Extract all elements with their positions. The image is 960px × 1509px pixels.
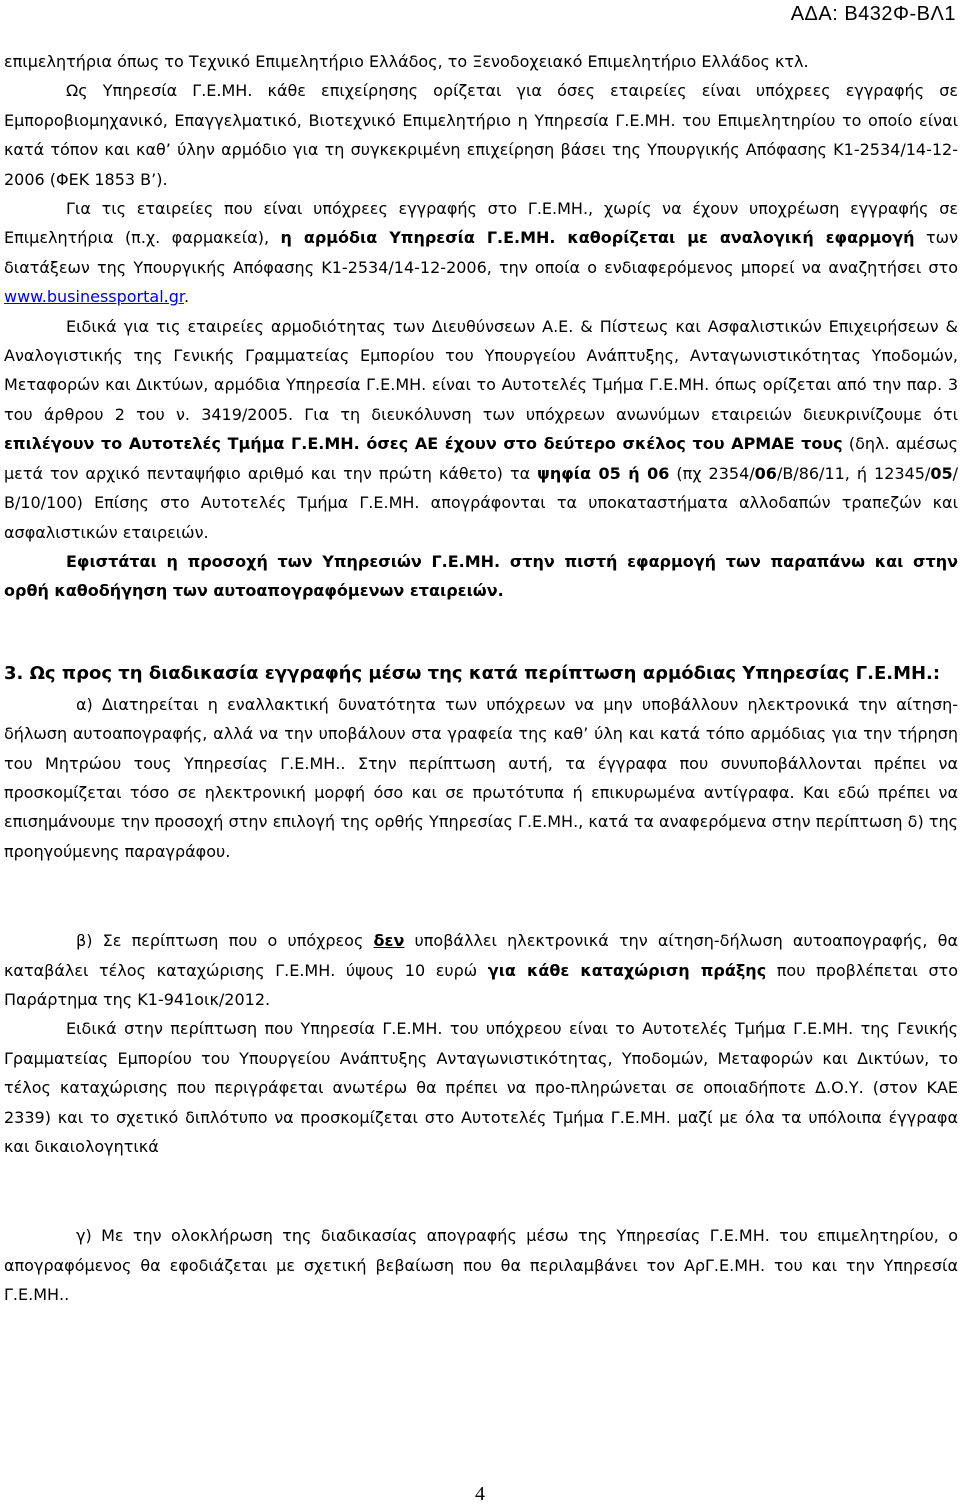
text-span: (πχ 2354/ xyxy=(669,463,755,483)
paragraph-b-fee xyxy=(4,926,958,1014)
spacer xyxy=(4,606,958,658)
page-number: 4 xyxy=(475,1483,485,1505)
paragraph-attention-notice xyxy=(4,547,958,606)
section-3-heading: 3. Ως προς τη διαδικασία εγγραφής μέσω της κατά περίπτωση αρμόδιας Υπηρεσίας Γ.Ε.ΜΗ.: xyxy=(4,662,941,684)
text-span: /Β/10/100) Επίσης στο Αυτοτελές Τμήμα Γ.Ε.ΜΗ. απογράφονται τα υποκαταστήματα αλλοδαπών τραπεζών και ασφαλιστικών εταιρειών. xyxy=(4,463,959,542)
paragraph-no-chamber-companies xyxy=(4,194,958,312)
underlined-bold-span: δεν xyxy=(373,931,405,951)
spacer xyxy=(4,866,958,926)
businessportal-link[interactable]: www.businessportal.gr xyxy=(4,287,185,307)
bold-span: ψηφία 05 ή 06 xyxy=(537,463,670,483)
bold-span: 05 xyxy=(930,463,953,483)
bold-span: επιλέγουν το Αυτοτελές Τμήμα Γ.Ε.ΜΗ. όσες ΑΕ έχουν στο δεύτερο σκέλος του ΑΡΜΑΕ τους xyxy=(4,434,843,454)
paragraph-c-certificate: γ) Με την ολοκλήρωση της διαδικασίας απογραφής μέσω της Υπηρεσίας Γ.Ε.ΜΗ. του επιμελητηρίου, ο απογραφόμενος θα εφοδιάζεται με σχετική βεβαίωση που θα περιλαμβάνει τον ΑρΓ.Ε.ΜΗ. του και την Υπηρεσία Γ.Ε.ΜΗ.. xyxy=(4,1226,958,1305)
paragraph-gemh-service: Ως Υπηρεσία Γ.Ε.ΜΗ. κάθε επιχείρησης ορίζεται για όσες εταιρείες είναι υπόχρεες εγγραφής σε Εμποροβιομηχανικό, Επαγγελματικό, Βιοτεχνικό Επιμελητήριο η Υπηρεσία Γ.Ε.ΜΗ. του Επιμελητηρίου το οποίο είναι κατά τόπον και καθ’ ύλην αρμόδιο για τη συγκεκριμένη επιχείρηση βάσει της Υπουργικής Απόφασης Κ1-2534/14-12-2006 (ΦΕΚ 1853 Β’). xyxy=(4,81,958,189)
text-span: των διατάξεων της Υπουργικής Απόφασης Κ1-2534/14-12-2006, την οποία ο ενδιαφερόμενος μπορεί να αναζητήσει στο xyxy=(4,228,959,277)
text-span: . xyxy=(184,287,190,307)
document-body xyxy=(4,47,958,1310)
bold-span: η αρμόδια Υπηρεσία Γ.Ε.ΜΗ. καθορίζεται με αναλογική εφαρμογή xyxy=(280,228,915,248)
text-span: Για τις εταιρείες που είναι υπόχρεες εγγραφής στο Γ.Ε.ΜΗ., χωρίς να έχουν υποχρέωση εγγραφής σε Επιμελητήρια (π.χ. φαρμακεία), xyxy=(4,199,958,248)
bold-span: 06 xyxy=(754,463,777,483)
spacer xyxy=(4,1161,958,1221)
paragraph-b-special-case: Ειδικά στην περίπτωση που Υπηρεσία Γ.Ε.ΜΗ. του υπόχρεου είναι το Αυτοτελές Τμήμα Γ.Ε.ΜΗ. της Γενικής Γραμματείας Εμπορίου του Υπουργείου Ανάπτυξης Ανταγωνιστικότητας, Υποδομών, Μεταφορών και Δικτύων, το τέλος καταχώρισης που περιγράφεται ανωτέρω θα πρέπει να προ-πληρώνεται σε οποιαδήποτε Δ.Ο.Υ. (στον ΚΑΕ 2339) και το σχετικό διπλότυπο να προσκομίζεται στο Αυτοτελές Τμήμα Γ.Ε.ΜΗ. μαζί με όλα τα υπόλοιπα έγγραφα και δικαιολογητικά xyxy=(4,1019,958,1156)
paragraph-chambers: επιμελητήρια όπως το Τεχνικό Επιμελητήριο Ελλάδος, το Ξενοδοχειακό Επιμελητήριο Ελλάδος κτλ. xyxy=(4,52,809,71)
text-span: υποβάλλει ηλεκτρονικά την αίτηση-δήλωση αυτοαπογραφής, θα καταβάλει τέλος καταχώρισης Γ.Ε.ΜΗ. ύψους 10 ευρώ xyxy=(4,931,958,980)
bold-span: για κάθε καταχώριση πράξης xyxy=(487,960,767,980)
paragraph-a-alternative: α) Διατηρείται η εναλλακτική δυνατότητα των υπόχρεων να μην υποβάλλουν ηλεκτρονικά την αίτηση-δήλωση αυτοαπογραφής, αλλά να την υποβάλουν στα γραφεία της καθ’ ύλη και κατά τόπο αρμόδιας για την τήρηση του Μητρώου τους Υπηρεσίας Γ.Ε.ΜΗ.. Στην περίπτωση αυτή, τα έγγραφα που συνυποβάλλονται πρέπει να προσκομίζεται τόσο σε ηλεκτρονική μορφή όσο και σε πρωτότυπα ή επικυρωμένα αντίγραφα. Και εδώ πρέπει να επισημάνουμε την προσοχή στην επιλογή της ορθής Υπηρεσίας Γ.Ε.ΜΗ., κατά τα αναφερόμενα στην περίπτωση δ) της προηγούμενης παραγράφου. xyxy=(4,694,958,861)
text-span: /Β/86/11, ή 12345/ xyxy=(776,463,931,483)
bold-span: Εφιστάται η προσοχή των Υπηρεσιών Γ.Ε.ΜΗ. στην πιστή εφαρμογή των παραπάνω και στην ορθή καθοδήγηση των αυτοαπογραφόμενων εταιρειών. xyxy=(4,551,958,601)
text-span: β) Σε περίπτωση που ο υπόχρεος xyxy=(76,931,374,951)
paragraph-sa-directorates xyxy=(4,312,958,547)
ada-code: ΑΔΑ: Β432Φ-ΒΛ1 xyxy=(790,3,956,25)
text-span: Ειδικά για τις εταιρείες αρμοδιότητας των Διευθύνσεων Α.Ε. & Πίστεως και Ασφαλιστικών Επιχειρήσεων & Αναλογιστικής της Γενικής Γραμματείας Εμπορίου του Υπουργείου Ανάπτυξης, Ανταγωνιστικότητας Υποδομών, Μεταφορών και Δικτύων, αρμόδια Υπηρεσία Γ.Ε.ΜΗ. είναι το Αυτοτελές Τμήμα Γ.Ε.ΜΗ. όπως ορίζεται από την παρ. 3 του άρθρου 2 του ν. 3419/2005. Για τη διευκόλυνση των υπόχρεων ανωνύμων εταιρειών διευκρινίζουμε ότι xyxy=(4,316,958,424)
text-span: (δηλ. αμέσως μετά τον αρχικό πενταψήφιο αριθμό και την πρώτη κάθετο) τα xyxy=(4,434,959,483)
text-span: που προβλέπεται στο Παράρτημα της Κ1-941οικ/2012. xyxy=(4,960,959,1009)
